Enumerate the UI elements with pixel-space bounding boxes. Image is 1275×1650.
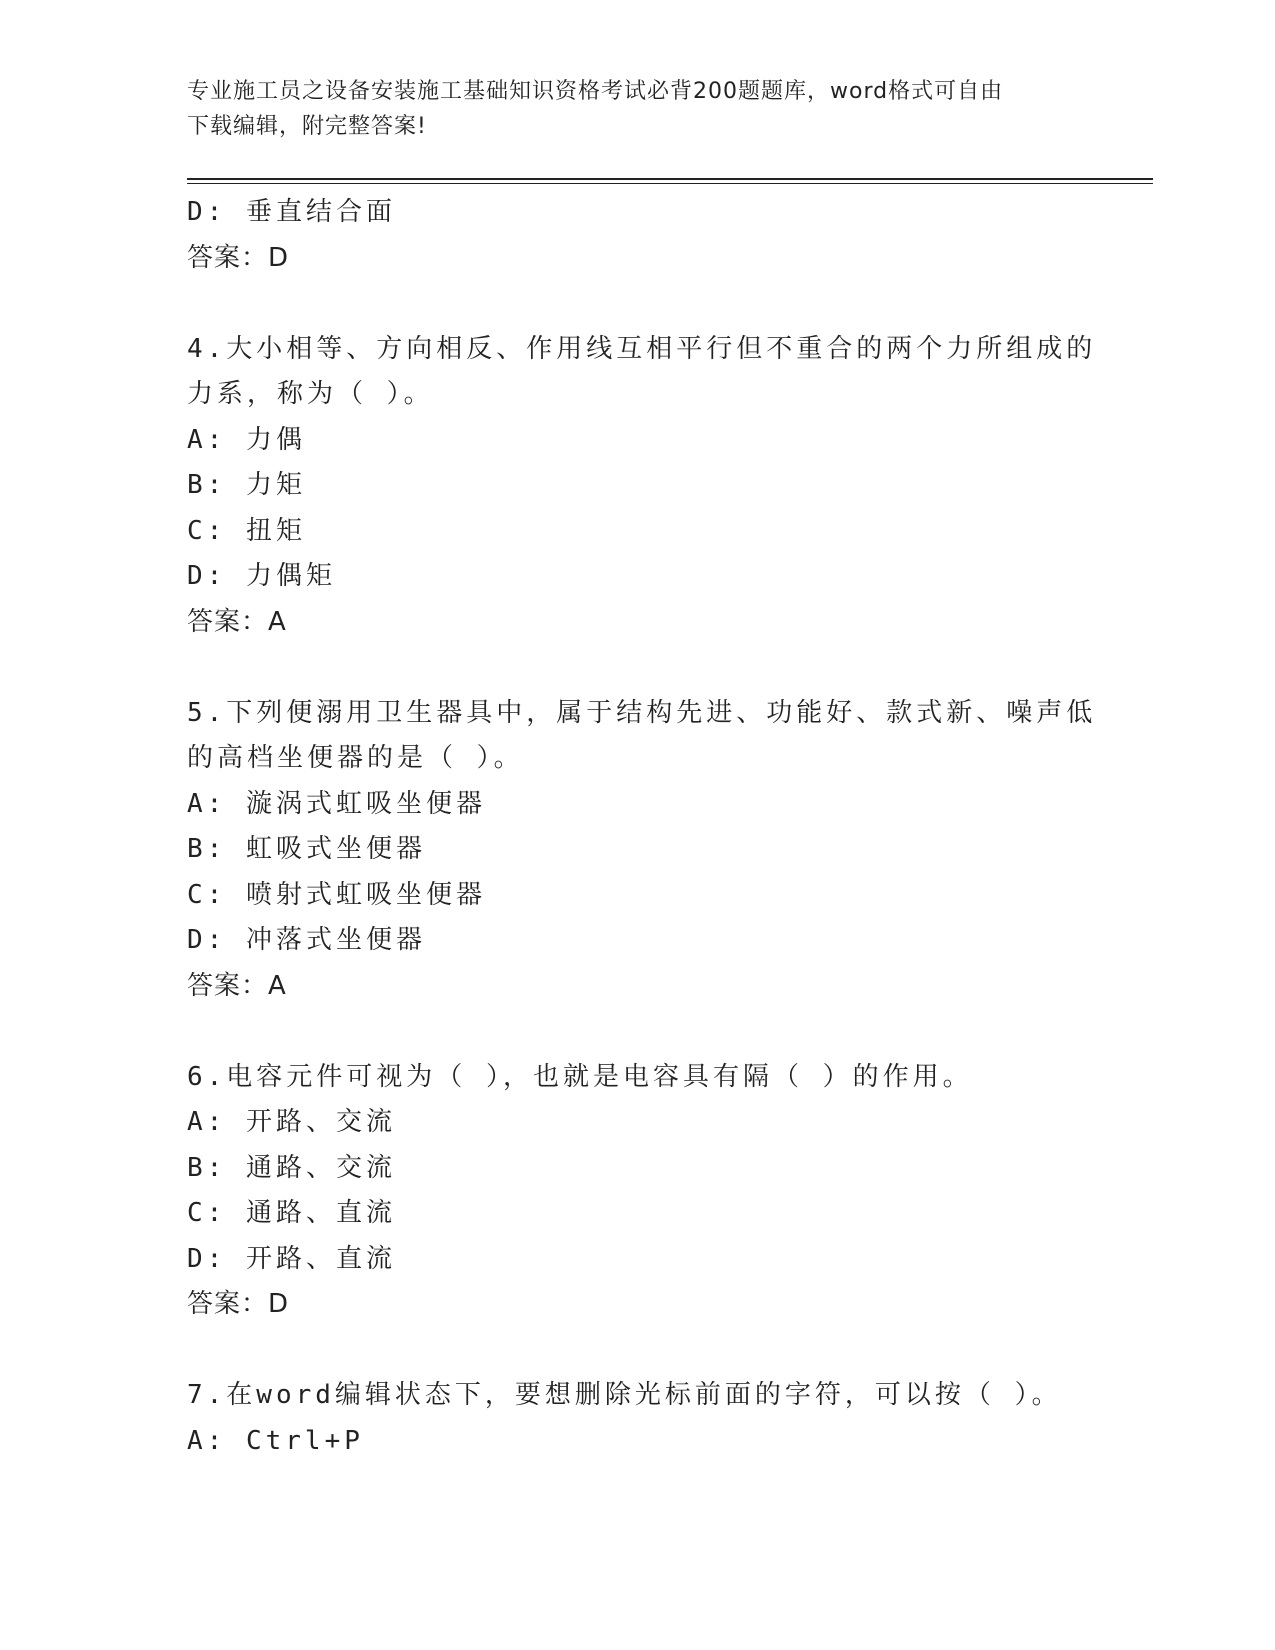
header-divider <box>187 178 1153 184</box>
question-4-option-b: B: 力矩 <box>187 470 306 500</box>
question-4-option-d: D: 力偶矩 <box>187 561 336 591</box>
question-4-option-a: A: 力偶 <box>187 424 306 455</box>
question-5-answer: 答案：A <box>187 970 287 1001</box>
spacer <box>187 645 1147 691</box>
question-6-option-b: B: 通路、交流 <box>187 1152 396 1183</box>
question-5-option-c: C: 喷射式虹吸坐便器 <box>187 879 486 910</box>
spacer <box>187 1328 1147 1374</box>
header-line-1: 专业施工员之设备安装施工基础知识资格考试必背200题题库，word格式可自由 <box>187 79 1004 104</box>
question-5-stem-line-2: 的高档坐便器的是（ ）。 <box>187 743 524 773</box>
option-d: D: 垂直结合面 <box>187 197 396 227</box>
question-7-option-a: A: Ctrl+P <box>187 1425 364 1456</box>
question-6-option-a: A: 开路、交流 <box>187 1107 396 1137</box>
question-6-stem-line-1: 6.电容元件可视为（ ），也就是电容具有隔（ ）的作用。 <box>187 1061 973 1092</box>
question-6-option-c: C: 通路、直流 <box>187 1198 396 1228</box>
question-4-stem-line-1: 4.大小相等、方向相反、作用线互相平行但不重合的两个力所组成的 <box>187 333 1097 364</box>
answer: 答案：D <box>187 242 290 273</box>
question-list <box>187 190 1147 1464</box>
question-5-option-d: D: 冲落式坐便器 <box>187 925 426 955</box>
question-4-option-c: C: 扭矩 <box>187 515 306 546</box>
question-6-answer: 答案：D <box>187 1289 290 1319</box>
question-5-option-b: B: 虹吸式坐便器 <box>187 834 426 864</box>
question-5-option-a: A: 漩涡式虹吸坐便器 <box>187 788 486 819</box>
header-line-2: 下载编辑，附完整答案! <box>187 114 427 139</box>
document-header <box>187 74 1087 144</box>
question-6-option-d: D: 开路、直流 <box>187 1243 396 1274</box>
question-7-stem-line-1: 7.在word编辑状态下，要想删除光标前面的字符，可以按（ ）。 <box>187 1380 1062 1410</box>
spacer <box>187 281 1147 327</box>
question-4-answer: 答案：A <box>187 606 287 637</box>
spacer <box>187 1009 1147 1055</box>
question-5-stem-line-1: 5.下列便溺用卫生器具中，属于结构先进、功能好、款式新、噪声低 <box>187 697 1097 728</box>
question-4-stem-line-2: 力系，称为（ ）。 <box>187 379 434 409</box>
